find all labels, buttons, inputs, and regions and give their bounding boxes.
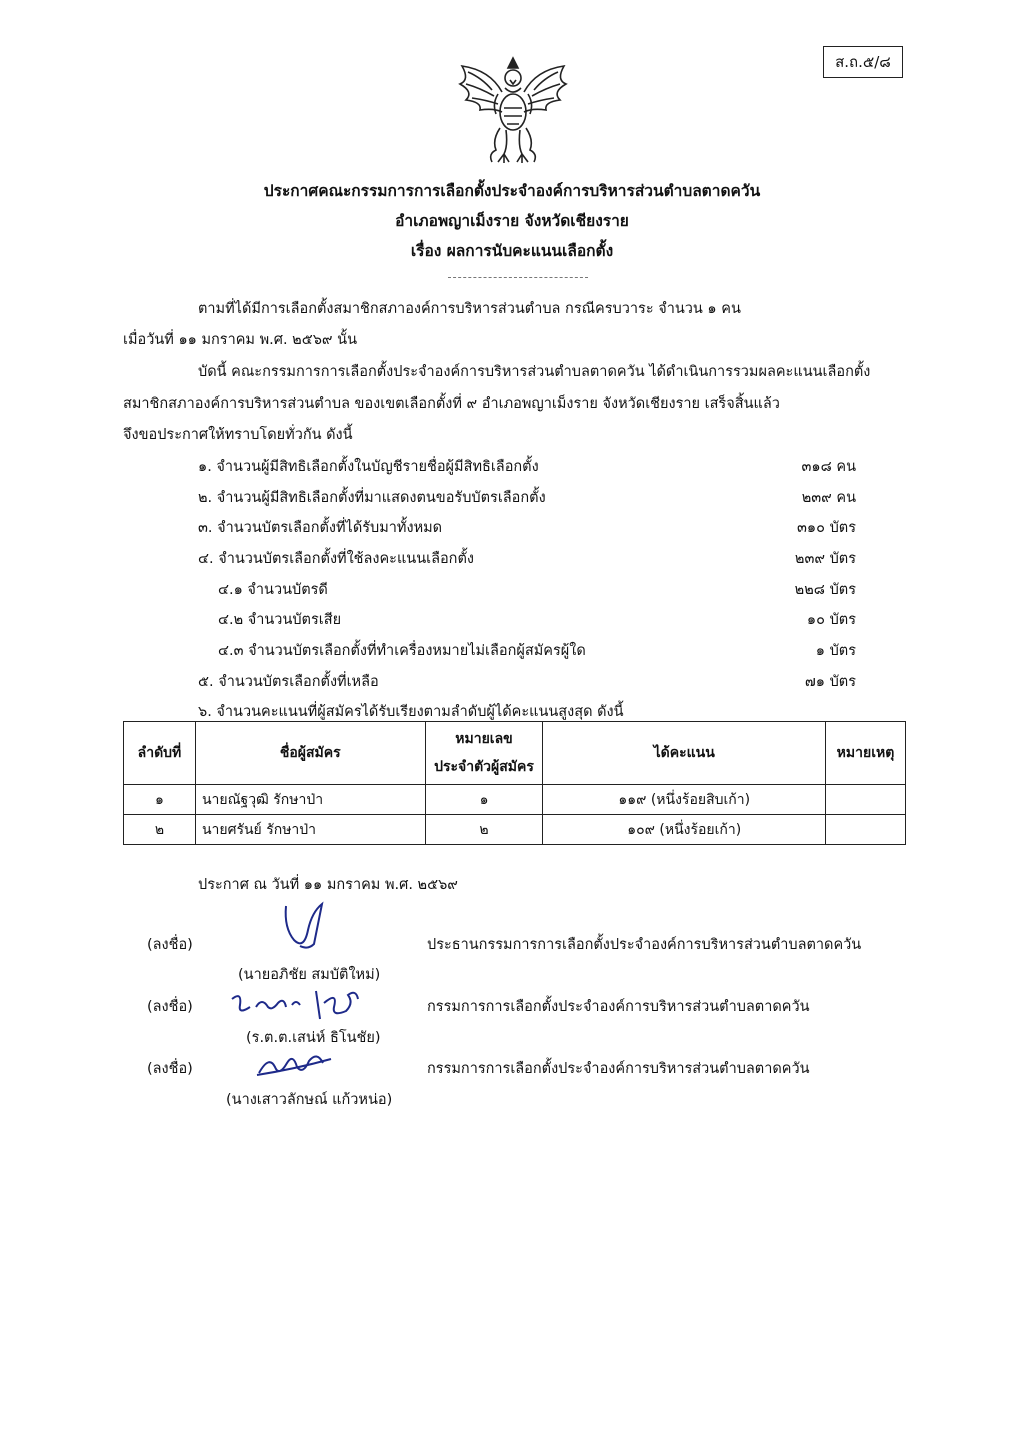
item-label: ๔.๒ จำนวนบัตรเสีย xyxy=(218,612,342,628)
form-code-box: ส.ถ.๕/๘ xyxy=(823,46,903,78)
header-divider xyxy=(448,277,588,278)
cell-name: นายศรันย์ รักษาป่า xyxy=(195,815,425,845)
item-label: ๒. จำนวนผู้มีสิทธิเลือกตั้งที่มาแสดงตนขอรับบัตรเลือกตั้ง xyxy=(198,490,546,506)
cell-remark xyxy=(826,785,906,815)
header-number-line-2: ประจำตัวผู้สมัคร xyxy=(434,759,534,775)
item-label: ๔. จำนวนบัตรเลือกตั้งที่ใช้ลงคะแนนเลือกตั้ง xyxy=(198,551,474,567)
item-value: ๑ บัตร xyxy=(815,643,856,659)
item-value: ๒๓๙ คน xyxy=(801,490,856,506)
signer-position: ประธานกรรมการการเลือกตั้งประจำองค์การบริหารส่วนตำบลตาดควัน xyxy=(427,937,862,953)
item-value: ๑๐ บัตร xyxy=(806,612,856,628)
header-number xyxy=(425,722,543,785)
signer-position: กรรมการการเลือกตั้งประจำองค์การบริหารส่วนตำบลตาดควัน xyxy=(427,1061,810,1077)
signature-mark xyxy=(278,900,348,955)
header-district: อำเภอพญาเม็งราย จังหวัดเชียงราย xyxy=(395,212,629,230)
cell-score: ๑๐๙ (หนึ่งร้อยเก้า) xyxy=(543,815,826,845)
item-value: ๗๑ บัตร xyxy=(804,674,856,690)
sign-label: (ลงชื่อ) xyxy=(147,1061,193,1077)
cell-number: ๒ xyxy=(425,815,543,845)
item-value: ๓๑๐ บัตร xyxy=(797,520,856,536)
paragraph-1-line-1: ตามที่ได้มีการเลือกตั้งสมาชิกสภาองค์การบริหารส่วนตำบล กรณีครบวาระ จำนวน ๑ คน xyxy=(198,301,741,317)
announcement-date: ประกาศ ณ วันที่ ๑๑ มกราคม พ.ศ. ๒๕๖๙ xyxy=(198,877,458,893)
header-name: ชื่อผู้สมัคร xyxy=(195,722,425,785)
sign-label: (ลงชื่อ) xyxy=(147,999,193,1015)
cell-order: ๒ xyxy=(124,815,196,845)
item-value: ๒๓๙ บัตร xyxy=(794,551,856,567)
item-label: ๔.๑ จำนวนบัตรดี xyxy=(218,582,328,598)
item-label: ๕. จำนวนบัตรเลือกตั้งที่เหลือ xyxy=(198,674,379,690)
header-score: ได้คะแนน xyxy=(543,722,826,785)
signer-position: กรรมการการเลือกตั้งประจำองค์การบริหารส่วนตำบลตาดควัน xyxy=(427,999,810,1015)
signature-mark xyxy=(228,985,368,1023)
item-label: ๓. จำนวนบัตรเลือกตั้งที่ได้รับมาทั้งหมด xyxy=(198,520,443,536)
header-title: ประกาศคณะกรรมการการเลือกตั้งประจำองค์การบริหารส่วนตำบลตาดควัน xyxy=(263,182,761,200)
signature-mark xyxy=(255,1045,335,1085)
cell-remark xyxy=(826,815,906,845)
cell-number: ๑ xyxy=(425,785,543,815)
item-label: ๑. จำนวนผู้มีสิทธิเลือกตั้งในบัญชีรายชื่อผู้มีสิทธิเลือกตั้ง xyxy=(198,459,539,475)
table-row xyxy=(124,785,906,815)
paragraph-2-line-1: บัดนี้ คณะกรรมการการเลือกตั้งประจำองค์การบริหารส่วนตำบลตาดควัน ได้ดำเนินการรวมผลคะแนนเลือกตั้ง xyxy=(198,364,871,380)
signer-name: (ร.ต.ต.เสน่ห์ ธิโนชัย) xyxy=(246,1030,381,1046)
header-number-line-1: หมายเลข xyxy=(455,731,513,747)
signer-name: (นางเสาวลักษณ์ แก้วหน่อ) xyxy=(226,1092,393,1108)
table-header-row xyxy=(124,722,906,785)
header-order: ลำดับที่ xyxy=(124,722,196,785)
item-value: ๓๑๘ คน xyxy=(801,459,856,475)
item-6-label: ๖. จำนวนคะแนนที่ผู้สมัครได้รับเรียงตามลำดับผู้ได้คะแนนสูงสุด ดังนี้ xyxy=(198,704,624,720)
cell-order: ๑ xyxy=(124,785,196,815)
paragraph-1-line-2: เมื่อวันที่ ๑๑ มกราคม พ.ศ. ๒๕๖๙ นั้น xyxy=(123,332,357,348)
results-table xyxy=(123,721,906,845)
table-row xyxy=(124,815,906,845)
paragraph-2-line-2: สมาชิกสภาองค์การบริหารส่วนตำบล ของเขตเลือกตั้งที่ ๙ อำเภอพญาเม็งราย จังหวัดเชียงราย เสร็จสิ้นแล้ว xyxy=(123,396,780,412)
header-remark: หมายเหตุ xyxy=(826,722,906,785)
header-subject: เรื่อง ผลการนับคะแนนเลือกตั้ง xyxy=(410,242,614,260)
sign-label: (ลงชื่อ) xyxy=(147,937,193,953)
garuda-emblem-icon xyxy=(452,50,574,170)
item-label: ๔.๓ จำนวนบัตรเลือกตั้งที่ทำเครื่องหมายไม่เลือกผู้สมัครผู้ใด xyxy=(218,643,586,659)
signer-name: (นายอภิชัย สมบัติใหม่) xyxy=(238,967,381,983)
item-value: ๒๒๘ บัตร xyxy=(794,582,856,598)
cell-score: ๑๑๙ (หนึ่งร้อยสิบเก้า) xyxy=(543,785,826,815)
cell-name: นายณัฐวุฒิ รักษาป่า xyxy=(195,785,425,815)
paragraph-2-line-3: จึงขอประกาศให้ทราบโดยทั่วกัน ดังนี้ xyxy=(123,427,353,443)
